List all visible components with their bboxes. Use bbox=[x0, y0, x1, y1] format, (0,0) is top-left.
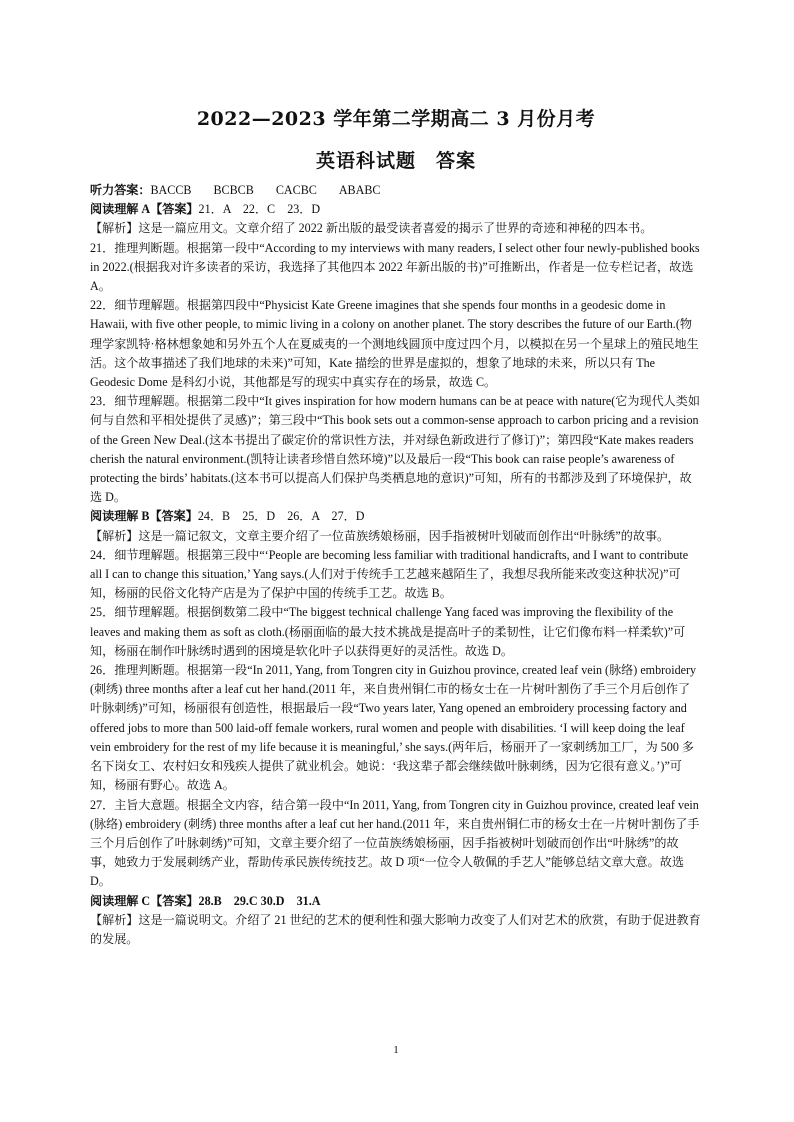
analysis-paragraph: 21．推理判断题。根据第一段中“According to my interviews with many readers, I select other four newly-published books in 2022.(根据我对许多读者的采访，我选择了其他四本 2022 年新出版的书)”可推断出，作者是一位专栏记者，故选 A。 bbox=[90, 240, 700, 294]
analysis-paragraph: 26．推理判断题。根据第一段“In 2011, Yang, from Tongren city in Guizhou province, created leaf vein (脉络) embroidery (刺绣) three months after a leaf cut her hand.(2011 年，来自贵州铜仁市的杨女士在一片树叶割伤了手三个月后创作了叶脉刺绣)”可知，杨丽很有创造性，根据最后一段“Two years later, Yang opened an embroidery processing factory and offered jobs to more than 500 laid-off female workers, rural women and people with disabilities. ‘I will keep doing the leaf vein embroidery for the rest of my life because it is meaningful,’ she says.(两年后，杨丽开了一家刺绣加工厂，为 500 多名下岗女工、农村妇女和残疾人提供了就业机会。她说：‘我这辈子都会继续做叶脉刺绣，因为它很有意义。’)”可知，杨丽有野心。故选 A。 bbox=[90, 663, 697, 793]
document-page bbox=[90, 0, 702, 1122]
section-b-answers bbox=[90, 507, 702, 526]
analysis-paragraph: 23．细节理解题。根据第二段中“It gives inspiration for how modern humans can be at peace with nature(它为现代人类如何与自然和平相处提供了灵感)”；第三段中“This book sets out a common-sense approach to carbon pricing and a revision of the Green New Deal.(这本书提出了碳定价的常识性方法，并对绿色新政进行了修订)”；第四段“Kate makes readers cherish the natural environment.(凯特让读者珍惜自然环境)”以及最后一段“This book can raise people’s awareness of protecting the birds’ habitats.(这本书可以提高人们保护鸟类栖息地的意识)”可知，所有的书都涉及到了环境保护，故选 D。 bbox=[90, 394, 700, 505]
listening-group: BCBCB bbox=[213, 183, 254, 197]
answer-content bbox=[90, 181, 702, 949]
analysis-paragraph: 【解析】这是一篇说明文。介绍了 21 世纪的艺术的便利性和强大影响力改变了人们对艺术的欣赏，有助于促进教育的发展。 bbox=[90, 912, 701, 946]
exam-subtitle: 英语科试题 答案 bbox=[315, 150, 476, 172]
page-number: 1 bbox=[393, 1044, 399, 1056]
listening-group: BACCB bbox=[150, 183, 192, 197]
listening-label: 听力答案： bbox=[90, 183, 151, 197]
section-c-answers bbox=[90, 892, 702, 911]
section-answers: 21．A 22．C 23．D bbox=[198, 202, 321, 217]
exam-title: 2022—2023 学年第二学期高二 3 月份月考 bbox=[196, 108, 596, 130]
listening-group: ABABC bbox=[338, 183, 381, 197]
section-header: 阅读理解 B【答案】 bbox=[90, 509, 198, 524]
section-answers: 24．B 25．D 26．A 27．D bbox=[197, 509, 365, 524]
section-a-answers bbox=[90, 200, 702, 219]
listening-answers bbox=[90, 181, 702, 200]
section-header: 阅读理解 C【答案】 bbox=[90, 893, 199, 908]
analysis-paragraph: 【解析】这是一篇应用文。文章介绍了 2022 新出版的最受读者喜爱的揭示了世界的奇迹和神秘的四本书。 bbox=[90, 221, 653, 236]
section-answers: 28.B 29.C 30.D 31.A bbox=[198, 893, 321, 908]
listening-group: CACBC bbox=[275, 183, 317, 197]
analysis-paragraph: 24．细节理解题。根据第三段中“‘People are becoming less familiar with traditional handicrafts, and I want to contribute all I can to change this situation,’ Yang says.(人们对于传统手工艺越来越陌生了，我想尽我所能来改变这种状况)”可知，杨丽的民俗文化特产店是为了保护中国的传统手工艺。故选 B。 bbox=[90, 547, 689, 601]
analysis-paragraph: 25．细节理解题。根据倒数第二段中“The biggest technical challenge Yang faced was improving the flexibility of the leaves and making them as soft as cloth.(杨丽面临的最大技术挑战是提高叶子的柔韧性，让它们像布料一样柔软)”可知，杨丽在制作叶脉绣时遇到的困境是软化叶子以获得更好的灵活性。故选 D。 bbox=[90, 605, 686, 658]
analysis-paragraph: 27．主旨大意题。根据全文内容，结合第一段中“In 2011, Yang, from Tongren city in Guizhou province, created leaf vein (脉络) embroidery (刺绣) three months after a leaf cut her hand.(2011 年，来自贵州铜仁市的杨女士在一片树叶割伤了手三个月后创作了叶脉刺绣)”可知，文章主要介绍了一位苗族绣娘杨丽，因手指被树叶划破而创作出“叶脉绣”的故事，她致力于发展刺绣产业，帮助传承民族传统技艺。故 D 项“一位令人敬佩的手艺人”能够总结文章大意。故选 D。 bbox=[90, 797, 700, 889]
analysis-paragraph: 22．细节理解题。根据第四段中“Physicist Kate Greene imagines that she spends four months in a geodesic dome in Hawaii, with five other people, to mimic living in a colony on another planet. The story describes the future of our Earth.(物理学家凯特·格林想象她和另外五个人在夏威夷的一个测地线圆顶中度过四个月，以模拟在另一个星球上的殖民地生活。这个故事描述了我们地球的未来)”可知，Kate 描绘的世界是虚拟的，想象了地球的未来，所以只有 The Geodesic Dome 是科幻小说，其他都是写的现实中真实存在的场景，故选 C。 bbox=[90, 298, 699, 390]
analysis-paragraph: 【解析】这是一篇记叙文，文章主要介绍了一位苗族绣娘杨丽，因手指被树叶划破而创作出“叶脉绣”的故事。 bbox=[90, 528, 670, 543]
section-header: 阅读理解 A【答案】 bbox=[90, 202, 199, 217]
